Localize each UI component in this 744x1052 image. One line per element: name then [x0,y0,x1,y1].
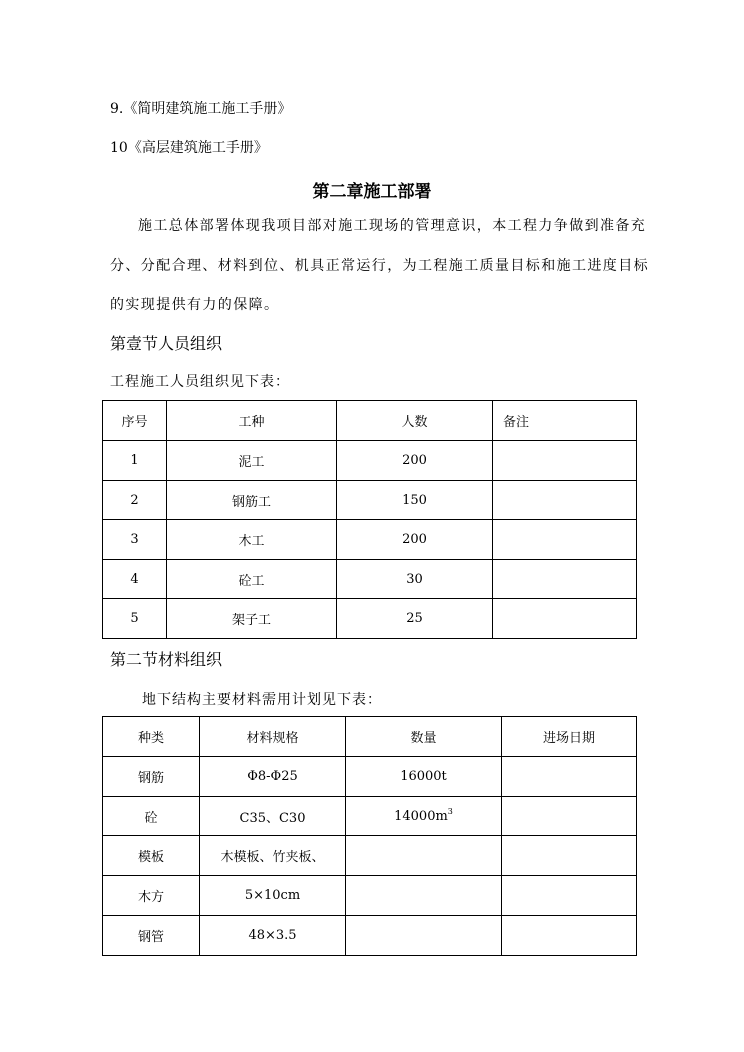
table-row [103,836,637,876]
table-cell: 木方 [103,876,200,916]
table-cell: 木工 [167,520,337,560]
table-row [103,797,637,836]
table-cell: 钢筋 [103,757,200,797]
quantity-value: 14000m [394,808,448,824]
table-cell [502,916,637,956]
table-cell [493,520,637,560]
table-cell [493,481,637,520]
table-row [103,560,637,599]
table-cell: 4 [103,560,167,599]
table-cell [502,757,637,797]
table-row [103,441,637,481]
table-cell: 木模板、竹夹板、 [200,836,346,876]
table-cell: 架子工 [167,599,337,639]
table-cell: 16000t [346,757,502,797]
header-cell: 备注 [493,401,637,441]
chapter-title: 第二章施工部署 [312,182,432,202]
table-cell [502,876,637,916]
intro-line-2: 分、分配合理、材料到位、机具正常运行，为工程施工质量目标和施工进度目标 [110,258,649,274]
header-cell: 种类 [103,717,200,757]
table-cell [346,836,502,876]
header-cell: 数量 [346,717,502,757]
table-cell: C35、C30 [200,797,346,836]
header-cell: 序号 [103,401,167,441]
table-cell [346,797,502,836]
table-row [103,757,637,797]
reference-item-10: 10《高层建筑施工手册》 [110,140,268,156]
section-2-title: 第二节材料组织 [110,650,223,669]
table-cell: 200 [337,520,493,560]
table-row [103,599,637,639]
table-cell [346,876,502,916]
table-cell: 砼工 [167,560,337,599]
table-cell: 模板 [103,836,200,876]
table-row [103,876,637,916]
table-row [103,916,637,956]
header-cell: 进场日期 [502,717,637,757]
table-cell: 150 [337,481,493,520]
table-cell: 48×3.5 [200,916,346,956]
reference-item-9: 9.《简明建筑施工施工手册》 [110,101,292,117]
table-cell: 30 [337,560,493,599]
table-row [103,520,637,560]
table-cell: Φ8-Φ25 [200,757,346,797]
intro-line-1: 施工总体部署体现我项目部对施工现场的管理意识，本工程力争做到准备充 [138,218,647,234]
table-cell: 钢筋工 [167,481,337,520]
table-cell: 3 [103,520,167,560]
table-header-row [103,717,637,757]
table-cell: 钢管 [103,916,200,956]
section-1-caption: 工程施工人员组织见下表： [110,374,290,390]
table-header-row [103,401,637,441]
table-cell: 2 [103,481,167,520]
header-cell: 人数 [337,401,493,441]
table-cell [502,836,637,876]
header-cell: 工种 [167,401,337,441]
table-cell [502,797,637,836]
table-cell [493,599,637,639]
unit-superscript: 3 [447,806,453,816]
table-cell: 泥工 [167,441,337,481]
section-2-caption: 地下结构主要材料需用计划见下表： [142,692,382,708]
table-cell: 200 [337,441,493,481]
table-row [103,481,637,520]
table-cell: 5 [103,599,167,639]
table-cell: 25 [337,599,493,639]
materials-table [102,716,637,956]
intro-line-3: 的实现提供有力的保障。 [110,297,280,313]
header-cell: 材料规格 [200,717,346,757]
table-cell [493,441,637,481]
table-cell [493,560,637,599]
table-cell: 砼 [103,797,200,836]
section-1-title: 第壹节人员组织 [110,334,223,353]
table-cell [346,916,502,956]
table-cell: 1 [103,441,167,481]
table-cell: 5×10cm [200,876,346,916]
personnel-table [102,400,637,639]
